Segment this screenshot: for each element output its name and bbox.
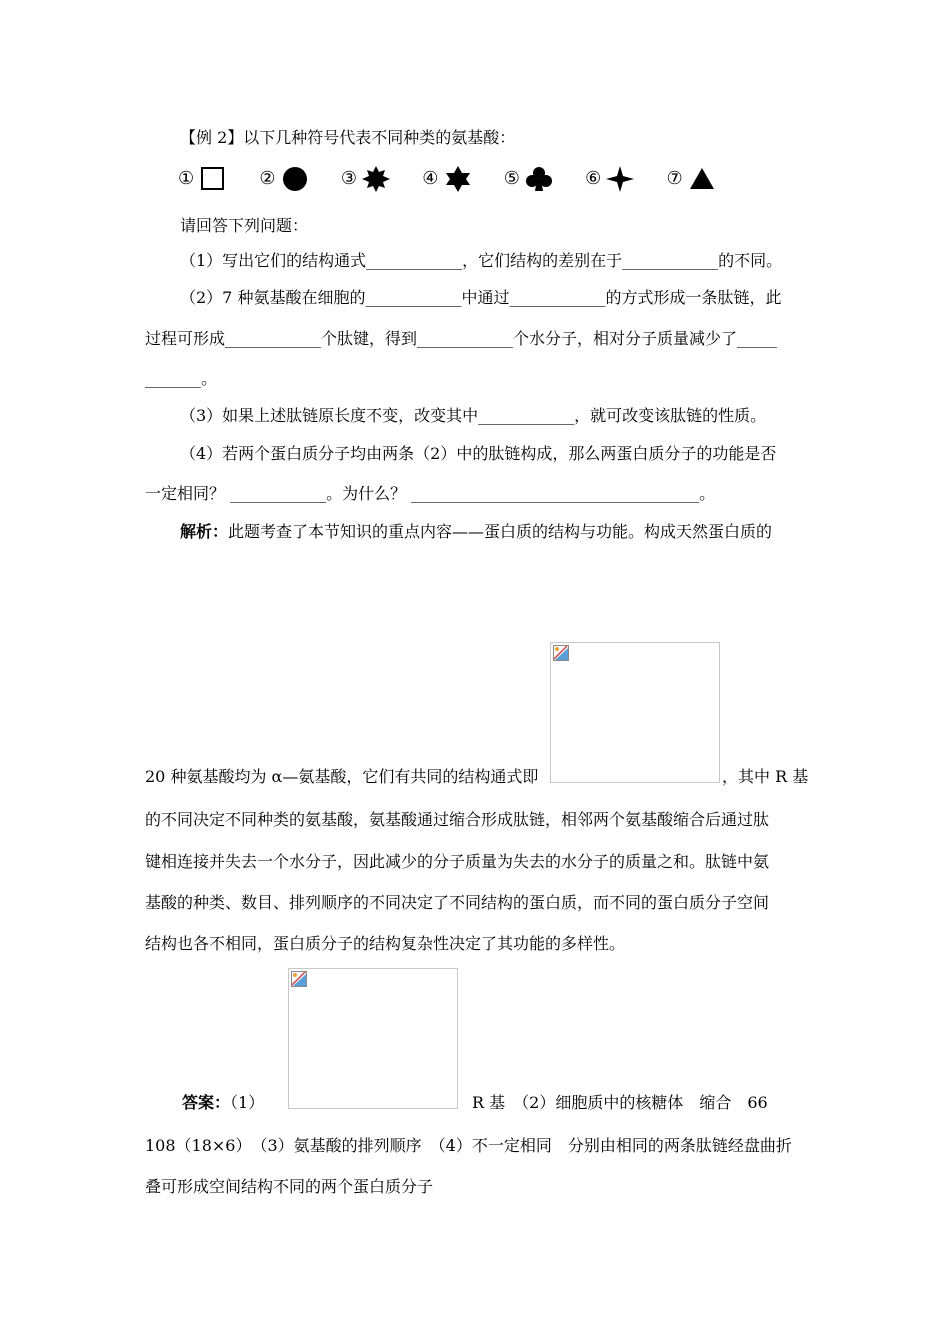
eight-point-star-icon xyxy=(362,166,390,192)
symbol-3-number: ③ xyxy=(340,168,357,189)
analysis-line-6: 结构也各不相同，蛋白质分子的结构复杂性决定了其功能的多样性。 xyxy=(145,934,626,953)
analysis-line-3: 的不同决定不同种类的氨基酸，氨基酸通过缩合形成肽链，相邻两个氨基酸缩合后通过肽 xyxy=(145,810,770,829)
club-icon xyxy=(525,166,553,192)
answer-line-1a xyxy=(182,1093,264,1113)
question-4-line-2: 一定相同？ ____________。为什么？ ____________________________________。 xyxy=(145,484,716,503)
analysis-line-4: 键相连接并失去一个水分子，因此减少的分子质量为失去的水分子的质量之和。肽链中氨 xyxy=(145,852,770,871)
answer-formula-image xyxy=(288,968,458,1109)
answer-part-1: （1） xyxy=(230,1093,265,1112)
broken-image-icon xyxy=(291,971,307,987)
question-1: （1）写出它们的结构通式____________，它们结构的差别在于____________的不同。 xyxy=(180,251,783,270)
symbol-4-number: ④ xyxy=(422,168,439,189)
filled-circle-icon xyxy=(281,166,309,192)
answer-line-3: 叠可形成空间结构不同的两个蛋白质分子 xyxy=(145,1177,434,1196)
structure-formula-image xyxy=(550,642,720,783)
analysis-line-5: 基酸的种类、数目、排列顺序的不同决定了不同结构的蛋白质，而不同的蛋白质分子空间 xyxy=(145,893,770,912)
symbol-1-number: ① xyxy=(178,168,195,189)
analysis-label: 解析： xyxy=(180,522,229,541)
question-2-line-3: _______。 xyxy=(145,369,218,388)
analysis-text-1: 此题考查了本节知识的重点内容——蛋白质的结构与功能。构成天然蛋白质的 xyxy=(228,522,773,541)
question-2-line-2: 过程可形成____________个肽键，得到____________个水分子，相对分子质量减少了_____ xyxy=(145,329,778,348)
six-point-star-icon xyxy=(444,166,472,192)
symbol-6-number: ⑥ xyxy=(585,168,602,189)
question-2-line-1: （2）7 种氨基酸在细胞的____________中通过____________的方式形成一条肽链，此 xyxy=(180,288,782,307)
analysis-line-2a: 20 种氨基酸均为 α—氨基酸，它们有共同的结构通式即 xyxy=(145,767,539,786)
square-outline-icon xyxy=(199,166,227,192)
broken-image-icon xyxy=(553,645,569,661)
triangle-icon xyxy=(688,166,716,192)
symbol-2-number: ② xyxy=(259,168,276,189)
question-3: （3）如果上述肽链原长度不变，改变其中____________，就可改变该肽链的性质。 xyxy=(180,406,767,425)
example-title: 【例 2】以下几种符号代表不同种类的氨基酸： xyxy=(180,128,516,147)
analysis-line-2b: ，其中 R 基 xyxy=(722,767,809,786)
prompt-text: 请回答下列问题： xyxy=(180,216,309,235)
symbol-7-number: ⑦ xyxy=(666,168,683,189)
answer-line-1b: R 基 （2）细胞质中的核糖体 缩合 66 xyxy=(472,1093,768,1112)
symbol-5-number: ⑤ xyxy=(503,168,520,189)
symbol-row xyxy=(178,166,716,194)
analysis-line-1 xyxy=(180,522,772,542)
answer-label: 答案： xyxy=(182,1093,231,1112)
four-point-star-icon xyxy=(606,166,634,192)
answer-line-2: 108（18×6） （3）氨基酸的排列顺序 （4）不一定相同 分别由相同的两条肽链经盘曲折 xyxy=(145,1136,792,1155)
question-4-line-1: （4）若两个蛋白质分子均由两条（2）中的肽链构成，那么两蛋白质分子的功能是否 xyxy=(180,444,777,463)
